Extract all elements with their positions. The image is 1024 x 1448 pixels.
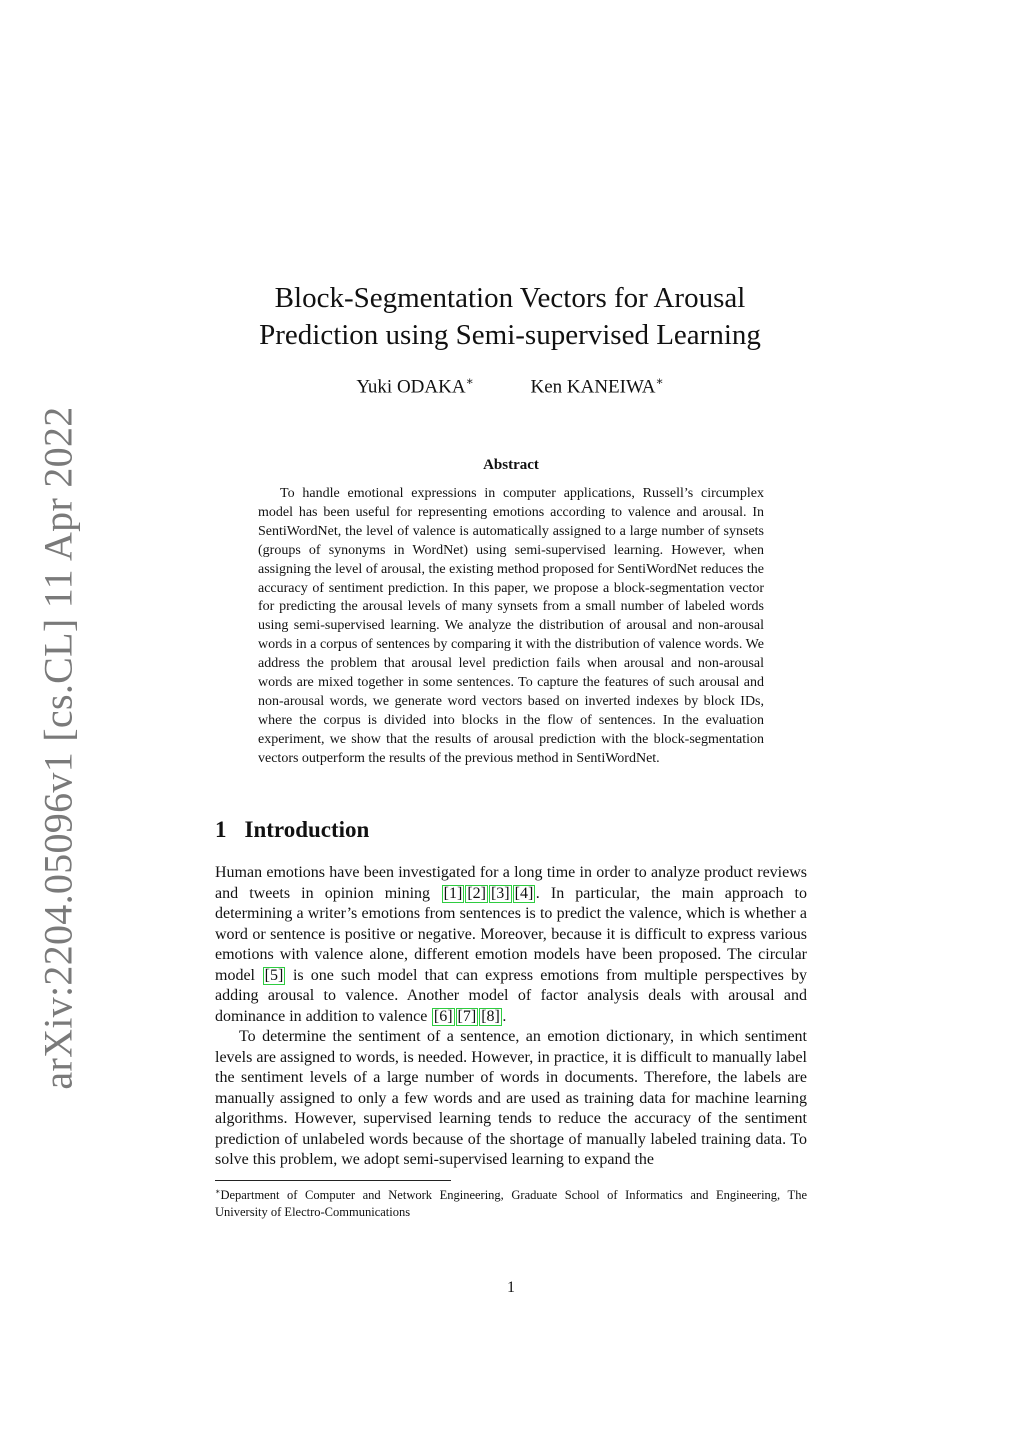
citation-link[interactable]: [1]: [443, 884, 463, 902]
footnote-rule: [215, 1180, 451, 1181]
author-name: Yuki ODAKA: [356, 376, 466, 398]
intro-text: is one such model that can express emotions from multiple perspectives by adding arousal to valence. Another model of factor analysis deals with arousal and dominance in addition to valence: [215, 966, 807, 1025]
citation-link[interactable]: [3]: [490, 884, 510, 902]
section-title: Introduction: [244, 817, 370, 842]
intro-paragraph-2: To determine the sentiment of a sentence, an emotion dictionary, in which sentiment levels are assigned to words, is needed. However, in practice, it is difficult to manually label the sentiment levels of a large number of words in documents. Therefore, the labels are manually assigned to only a few words and are used as training data for machine learning algorithms. However, supervised learning tends to reduce the accuracy of the sentiment prediction of unlabeled words because of the shortage of manually labeled training data. To solve this problem, we adopt semi-supervised learning to expand the: [215, 1028, 807, 1168]
citation-link[interactable]: [7]: [457, 1007, 477, 1025]
citation-link[interactable]: [4]: [514, 884, 534, 902]
author-name: Ken KANEIWA: [530, 376, 656, 398]
abstract-heading: Abstract: [483, 457, 539, 473]
introduction-body: [215, 863, 807, 1171]
intro-text: . In particular, the main approach to determining a writer’s emotions from sentences is to predict the valence, which is whether a word or sentence is positive or negative. Moreover, because it is difficult to express various emotions with valence alone, different emotion models have been proposed. The circular model: [215, 884, 807, 984]
paper-title: [150, 280, 870, 354]
footnote-mark: ∗: [215, 1187, 221, 1196]
author-2: [530, 374, 663, 398]
intro-text: .: [502, 1007, 507, 1025]
author-list: [0, 374, 1020, 398]
citation-link[interactable]: [6]: [433, 1007, 453, 1025]
citation-link[interactable]: [8]: [481, 1007, 500, 1025]
intro-text: Human emotions have been investigated for a long time in order to analyze product reviews and tweets in opinion mining: [215, 864, 807, 902]
arxiv-identifier-stamp: arXiv:2204.05096v1 [cs.CL] 11 Apr 2022: [35, 406, 81, 1090]
section-heading: [215, 817, 369, 843]
footnote-text: Department of Computer and Network Engineering, Graduate School of Informatics and Engineering, The University of Electro-Communications: [215, 1188, 807, 1219]
page-number: 1: [507, 1279, 515, 1296]
author-1: [356, 374, 473, 398]
abstract-text: To handle emotional expressions in computer applications, Russell’s circumplex model has been useful for representing emotions according to valence and arousal. In SentiWordNet, the level of valence is automatically assigned to a large number of synsets (groups of synonyms in WordNet) using semi-supervised learning. However, when assigning the level of arousal, the existing method proposed for SentiWordNet reduces the accuracy of sentiment prediction. In this paper, we propose a block-segmentation vector for predicting the arousal levels of many synsets from a small number of labeled words using semi-supervised learning. We analyze the distribution of arousal and non-arousal words in a corpus of sentences by comparing it with the distribution of valence words. We address the problem that arousal level prediction fails when arousal and non-arousal words are mixed together in some sentences. To capture the features of such arousal and non-arousal words, we generate word vectors based on inverted indexes by block IDs, where the corpus is divided into blocks in the flow of sentences. In the evaluation experiment, we show that the results of arousal prediction with the block-segmentation vectors outperform the results of the previous method in SentiWordNet.: [258, 486, 764, 766]
title-line-2: Prediction using Semi-supervised Learning: [259, 319, 761, 351]
citation-link[interactable]: [5]: [264, 966, 284, 984]
citation-link[interactable]: [2]: [467, 884, 486, 902]
footnote: [215, 1184, 807, 1220]
section-number: 1: [215, 817, 227, 842]
affiliation-mark: ∗: [465, 374, 474, 388]
affiliation-mark: ∗: [655, 374, 664, 388]
intro-paragraph-1: [215, 863, 807, 1027]
title-line-1: Block-Segmentation Vectors for Arousal: [274, 282, 746, 314]
